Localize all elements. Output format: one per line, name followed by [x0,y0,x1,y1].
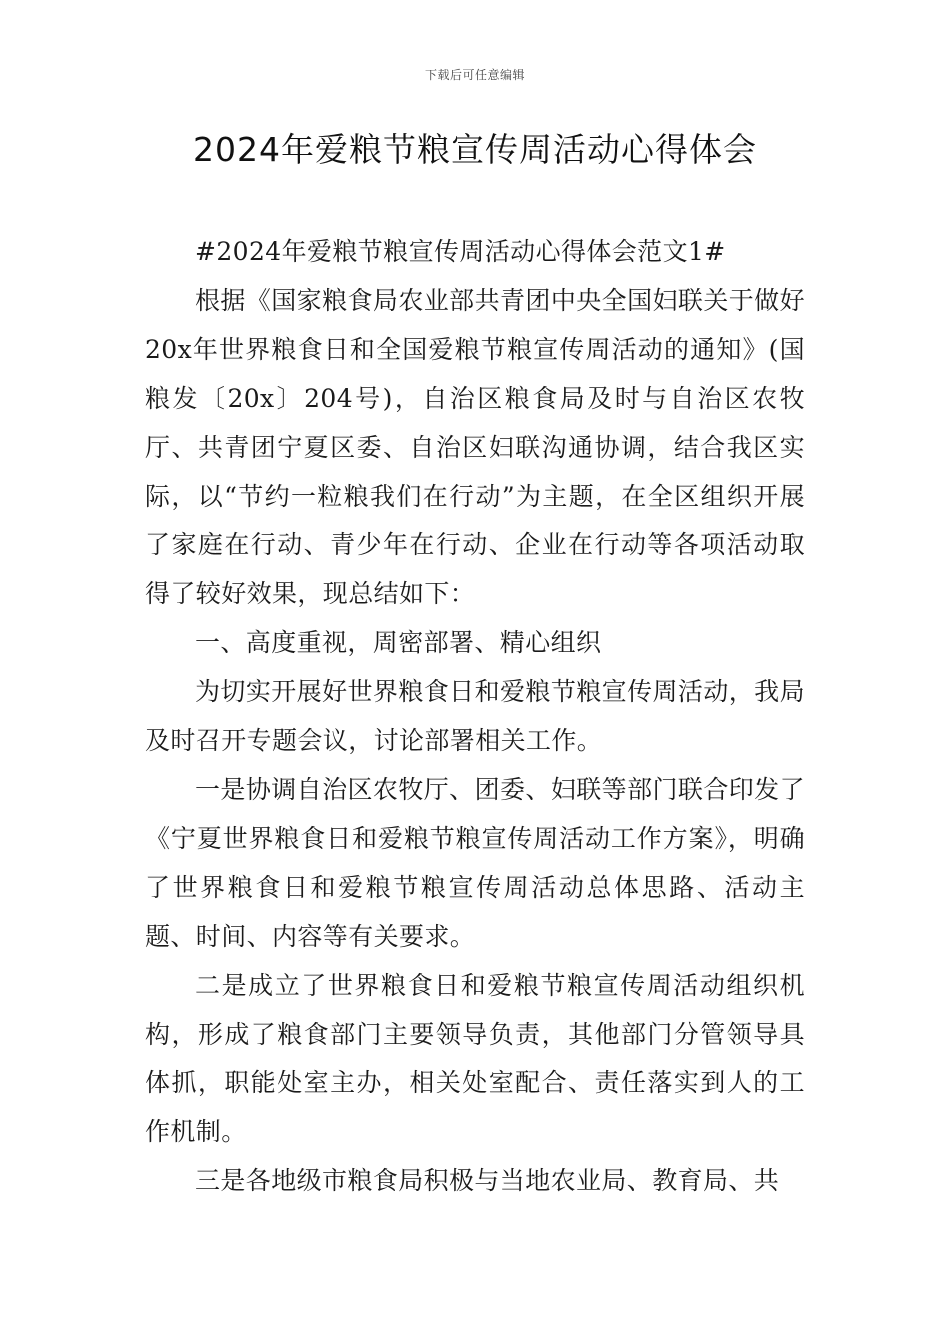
paragraph-point-2: 二是成立了世界粮食日和爱粮节粮宣传周活动组织机构，形成了粮食部门主要领导负责，其他部门分管领导具体抓，职能处室主办，相关处室配合、责任落实到人的工作机制。 [145,970,805,1147]
paragraph-point-3: 三是各地级市粮食局积极与当地农业局、教育局、共 [195,1166,780,1196]
paragraph-intro: 根据《国家粮食局农业部共青团中央全国妇联关于做好20x年世界粮食日和全国爱粮节粮宣传周活动的通知》(国粮发〔20x〕204号)，自治区粮食局及时与自治区农牧厅、共青团宁夏区委、自治区妇联沟通协调，结合我区实际，以“节约一粒粮我们在行动”为主题，在全区组织开展了家庭在行动、青少年在行动、企业在行动等各项活动取得了较好效果，现总结如下： [145,285,805,609]
paragraph-point-1: 一是协调自治区农牧厅、团委、妇联等部门联合印发了《宁夏世界粮食日和爱粮节粮宣传周活动工作方案》，明确了世界粮食日和爱粮节粮宣传周活动总体思路、活动主题、时间、内容等有关要求。 [145,774,805,951]
paragraph-subtitle: #2024年爱粮节粮宣传周活动心得体会范文1# [195,237,726,266]
paragraph-meeting: 为切实开展好世界粮食日和爱粮节粮宣传周活动，我局及时召开专题会议，讨论部署相关工作。 [145,677,805,756]
document-title: 2024年爱粮节粮宣传周活动心得体会 [193,130,757,169]
document-body [145,228,805,1206]
paragraph-heading-1: 一、高度重视，周密部署、精心组织 [195,628,602,658]
header-note: 下载后可任意编辑 [424,68,525,82]
